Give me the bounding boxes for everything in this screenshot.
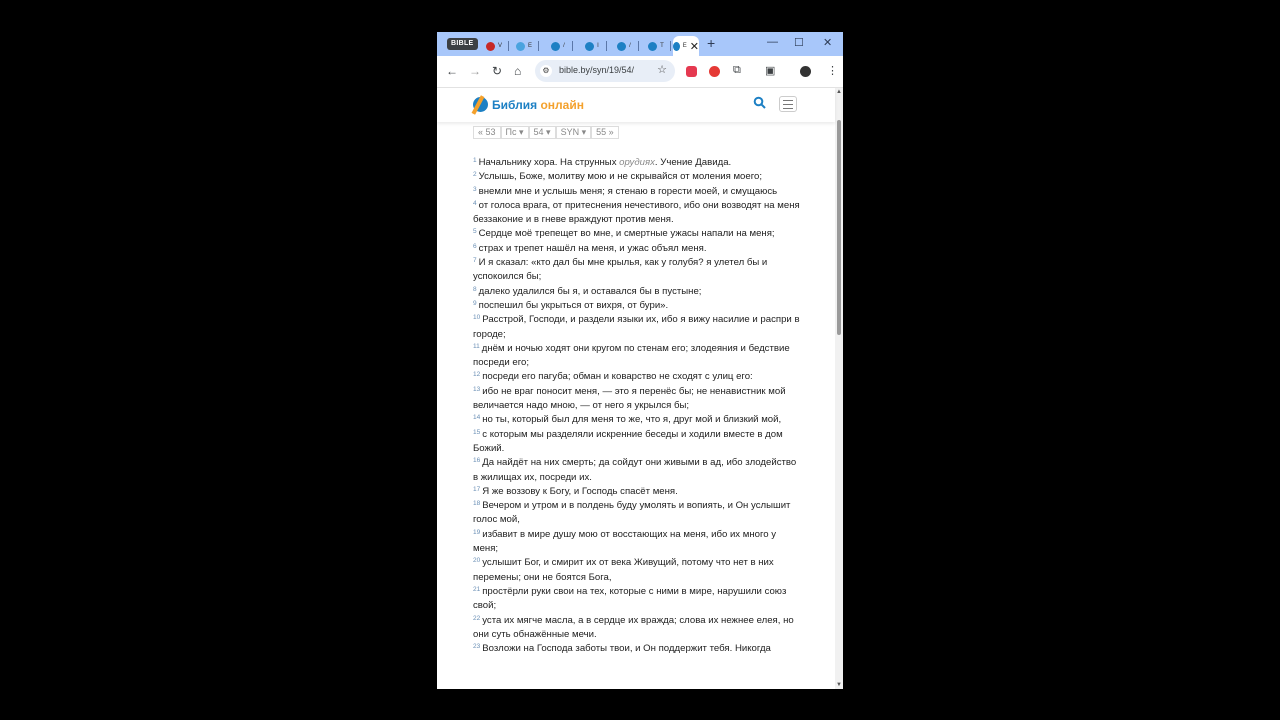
- hamburger-menu-icon[interactable]: [779, 96, 797, 112]
- verse-number[interactable]: 22: [473, 614, 481, 622]
- verse-number[interactable]: 14: [473, 414, 481, 422]
- verse-number[interactable]: 17: [473, 485, 481, 493]
- verse-number[interactable]: 11: [473, 342, 480, 350]
- pager-button[interactable]: 55 »: [591, 126, 619, 139]
- verse-text: от голоса врага, от притеснения нечестивого, ибо они возводят на меня беззаконие и в гневе враждуют против меня.: [473, 199, 800, 226]
- verse: [473, 199, 803, 228]
- verse-number[interactable]: 12: [473, 371, 481, 379]
- logo-main-text: Библия: [492, 98, 538, 112]
- bookmark-star-icon[interactable]: ☆: [657, 64, 667, 76]
- scroll-down-arrow-icon[interactable]: ▼: [836, 682, 842, 688]
- tab-title: E: [527, 43, 532, 49]
- tab-separator: [670, 41, 671, 51]
- verse: [473, 413, 803, 427]
- chapter-navigation: [473, 122, 619, 137]
- verse-text: с которым мы разделяли искренние беседы и ходили вместе в дом Божий.: [473, 428, 783, 454]
- browser-tab[interactable]: [673, 36, 699, 56]
- verse-number[interactable]: 4: [473, 199, 477, 207]
- verse-number[interactable]: 23: [473, 643, 481, 651]
- verse-number[interactable]: 10: [473, 314, 481, 322]
- verse-text: Я же воззову к Богу, и Господь спасёт меня.: [482, 485, 678, 497]
- tab-separator: [606, 41, 607, 51]
- tab-title: I: [597, 43, 599, 49]
- tab-favicon-icon: [516, 42, 525, 51]
- verse-number[interactable]: 16: [473, 457, 481, 465]
- tab-separator: [638, 41, 639, 51]
- verse-text-tail: . Учение Давида.: [654, 157, 732, 168]
- verse-number[interactable]: 3: [473, 185, 477, 193]
- verse-text: посреди его пагуба; обман и коварство не сходят с улиц его:: [482, 371, 753, 383]
- verse-text: И я сказал: «кто дал бы мне крылья, как у голубя? я улетел бы и успокоился бы;: [473, 257, 768, 283]
- pager-button[interactable]: SYN ▾: [556, 126, 592, 139]
- back-arrow-icon[interactable]: ←: [446, 64, 458, 78]
- tab-title: V: [497, 43, 502, 49]
- tab-separator: [572, 41, 573, 51]
- verse: [473, 256, 803, 285]
- new-tab-button[interactable]: +: [707, 35, 716, 51]
- pager-button[interactable]: 54 ▾: [529, 126, 556, 139]
- verse-number[interactable]: 7: [473, 257, 477, 265]
- verse: [473, 185, 803, 199]
- tab-favicon-icon: [585, 42, 594, 51]
- verse: [473, 342, 803, 371]
- browser-toolbar: [437, 56, 843, 88]
- verse-number[interactable]: 15: [473, 428, 481, 436]
- verse-text: Услышь, Боже, молитву мою и не скрывайся от моления моего;: [478, 171, 763, 183]
- verse-text: избавит в мире душу мою от восстающих на меня, ибо их много у меня;: [473, 528, 777, 555]
- logo-accent-text: онлайн: [540, 98, 584, 112]
- browser-tab[interactable]: [577, 36, 607, 56]
- psalm-text: [473, 156, 803, 656]
- extension-icon[interactable]: [686, 66, 697, 77]
- cast-icon[interactable]: ▣: [765, 65, 776, 77]
- verse-text: Расстрой, Господи, и раздели языки их, ибо я вижу насилие и распри в городе;: [473, 314, 800, 340]
- verse-text: внемли мне и услышь меня; я стенаю в горести моей, и смущаюсь: [478, 185, 778, 197]
- avatar[interactable]: [800, 66, 811, 77]
- tab-favicon-icon: [486, 42, 495, 51]
- verse-text: но ты, который был для меня то же, что я, друг мой и близкий мой,: [482, 414, 782, 426]
- verse-text: простёрли руки свои на тех, которые с ними в мире, нарушили союз свой;: [473, 585, 787, 612]
- extensions-puzzle-icon[interactable]: ⧉: [733, 64, 741, 76]
- verse-text: страх и трепет нашёл на меня, и ужас объял меня.: [478, 242, 707, 254]
- verse: [473, 614, 803, 643]
- verse: [473, 385, 803, 414]
- adblock-icon[interactable]: [709, 66, 720, 77]
- verse-number[interactable]: 2: [473, 171, 477, 179]
- verse-text: Да найдёт на них смерть; да сойдут они живыми в ад, ибо злодейство в жилищах их, посреди их.: [473, 457, 797, 483]
- scrollbar-thumb[interactable]: [837, 120, 841, 335]
- pager-button[interactable]: Пс ▾: [501, 126, 529, 139]
- browser-window: [437, 32, 843, 689]
- browser-tab[interactable]: [479, 36, 509, 56]
- verse-text: днём и ночью ходят они кругом по стенам его; злодеяния и бедствие посреди его;: [473, 342, 790, 369]
- verse: [473, 485, 803, 499]
- tab-favicon-icon: [617, 42, 626, 51]
- site-header: [437, 88, 835, 122]
- tab-title: T: [660, 43, 664, 49]
- tab-favicon-icon: [673, 42, 680, 51]
- page-viewport: [437, 88, 843, 689]
- maximize-button[interactable]: ☐: [794, 37, 804, 49]
- verse-number[interactable]: 5: [473, 228, 477, 236]
- pager-button[interactable]: « 53: [473, 126, 501, 139]
- tab-favicon-icon: [551, 42, 560, 51]
- verse: [473, 642, 803, 656]
- home-icon[interactable]: ⌂: [514, 64, 522, 78]
- tab-title: E: [682, 43, 687, 49]
- browser-tab[interactable]: [641, 36, 671, 56]
- verse-text: ибо не враг поносит меня, — это я перенёс бы; не ненавистник мой величается надо мною, — от него я укрылся бы;: [473, 385, 786, 412]
- verse: [473, 299, 803, 313]
- verse-italic-text: орудиях: [619, 157, 655, 168]
- page-scrollbar[interactable]: [835, 88, 843, 689]
- verse-text: Сердце моё трепещет во мне, и смертные ужасы напали на меня;: [478, 228, 775, 240]
- verse-number[interactable]: 8: [473, 285, 477, 293]
- verse: [473, 242, 803, 256]
- site-logo[interactable]: [492, 98, 584, 112]
- verse-number[interactable]: 19: [473, 528, 481, 536]
- verse-text: далеко удалился бы я, и оставался бы в пустыне;: [478, 285, 702, 297]
- verse: [473, 499, 803, 528]
- verse: [473, 170, 803, 184]
- address-bar[interactable]: [535, 60, 675, 82]
- verse: [473, 285, 803, 299]
- verse-text: уста их мягче масла, а в сердце их вражда; слова их нежнее елея, но они суть обнажённые мечи.: [473, 614, 794, 640]
- verse-text: Начальнику хора. На струнных: [478, 157, 620, 168]
- verse-number[interactable]: 20: [473, 557, 481, 565]
- verse: [473, 428, 803, 457]
- verse: [473, 585, 803, 614]
- verse: [473, 456, 803, 485]
- verse-number[interactable]: 13: [473, 385, 481, 393]
- verse-text: Вечером и утром и в полдень буду умолять и вопиять, и Он услышит голос мой,: [473, 500, 791, 526]
- browser-tab[interactable]: [543, 36, 573, 56]
- site-info-icon[interactable]: ⚙: [540, 65, 552, 77]
- verse-number[interactable]: 1: [473, 157, 477, 164]
- browser-tab[interactable]: [609, 36, 639, 56]
- tab-group-badge[interactable]: BIBLE: [447, 38, 478, 50]
- tab-title: /: [629, 43, 631, 49]
- browser-tab[interactable]: [509, 36, 539, 56]
- verse: [473, 227, 803, 241]
- bible-logo-icon[interactable]: [473, 97, 488, 112]
- tab-separator: [538, 41, 539, 51]
- verse-text: услышит Бог, и смирит их от века Живущий, потому что нет в них перемены; они не боятся Бога,: [473, 557, 774, 583]
- verse: [473, 528, 803, 557]
- verse-text: поспешил бы укрыться от вихря, от бури».: [478, 299, 669, 311]
- verse-number[interactable]: 21: [473, 585, 481, 593]
- kebab-menu-icon[interactable]: ⋮: [827, 65, 838, 77]
- verse: [473, 156, 803, 170]
- forward-arrow-icon[interactable]: →: [469, 64, 481, 78]
- scroll-up-arrow-icon[interactable]: ▲: [836, 89, 842, 95]
- verse-number[interactable]: 9: [473, 299, 477, 307]
- verse-number[interactable]: 6: [473, 242, 477, 250]
- search-icon[interactable]: [753, 96, 767, 110]
- close-tab-icon[interactable]: ✕: [689, 40, 699, 53]
- verse: [473, 370, 803, 384]
- verse: [473, 556, 803, 585]
- tab-title: /: [563, 43, 565, 49]
- tab-strip: [437, 32, 843, 56]
- close-window-button[interactable]: ✕: [823, 37, 833, 49]
- url-text[interactable]: bible.by/syn/19/54/: [559, 65, 635, 75]
- reload-icon[interactable]: ↻: [492, 64, 503, 78]
- tab-favicon-icon: [648, 42, 657, 51]
- verse-text: Возложи на Господа заботы твои, и Он поддержит тебя. Никогда: [482, 643, 771, 655]
- minimize-button[interactable]: —: [767, 36, 778, 48]
- verse-number[interactable]: 18: [473, 500, 481, 508]
- verse: [473, 313, 803, 342]
